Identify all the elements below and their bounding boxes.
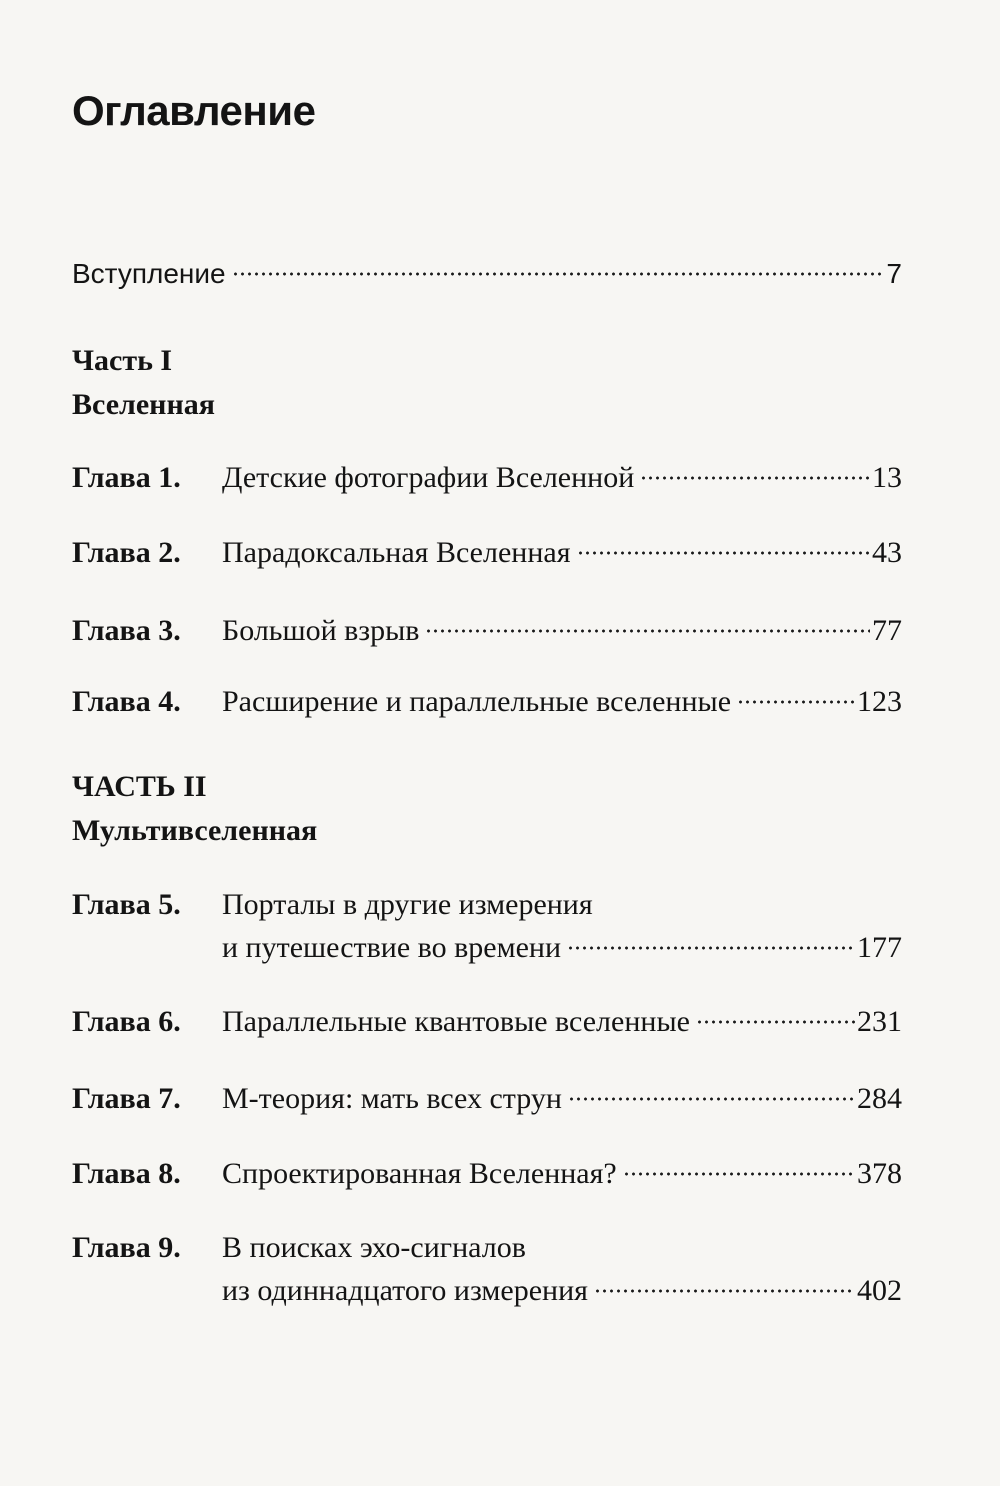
chapter-label: Глава 8. xyxy=(72,1157,181,1190)
page-number: 13 xyxy=(872,461,902,494)
dot-leader xyxy=(594,1288,855,1294)
entry-title: М-теория: мать всех струн xyxy=(222,1082,562,1115)
toc-entry-chapter-4[interactable] xyxy=(72,680,902,724)
entry-title: Детские фотографии Вселенной xyxy=(222,461,635,494)
page-title: Оглавление xyxy=(72,87,316,134)
entry-title: Параллельные квантовые вселенные xyxy=(222,1005,690,1038)
part-1-label: Часть I xyxy=(72,344,173,377)
dot-leader xyxy=(696,1019,855,1025)
page-number: 402 xyxy=(857,1274,902,1307)
page-number: 43 xyxy=(872,536,902,569)
chapter-label: Глава 5. xyxy=(72,888,181,921)
chapter-label: Глава 7. xyxy=(72,1082,181,1115)
toc-entry-chapter-6[interactable] xyxy=(72,1000,902,1044)
dot-leader xyxy=(232,271,885,277)
toc-entry-chapter-5-line-1[interactable] xyxy=(72,883,902,927)
chapter-label: Глава 1. xyxy=(72,461,181,494)
chapter-label: Глава 3. xyxy=(72,614,181,647)
toc-entry-chapter-1[interactable] xyxy=(72,456,902,500)
page-number: 231 xyxy=(857,1005,902,1038)
entry-title: Вступление xyxy=(72,258,226,289)
entry-title: и путешествие во времени xyxy=(222,931,562,964)
entry-title-line-1: В поисках эхо-сигналов xyxy=(222,1231,526,1264)
entry-title: из одиннадцатого измерения xyxy=(222,1274,588,1307)
part-2-label: ЧАСТЬ II xyxy=(72,770,207,803)
page-number: 77 xyxy=(872,614,902,647)
page-number: 123 xyxy=(857,685,902,718)
chapter-label: Глава 9. xyxy=(72,1231,181,1264)
part-1-name: Вселенная xyxy=(72,388,215,421)
dot-leader xyxy=(640,475,870,481)
chapter-label: Глава 6. xyxy=(72,1005,181,1038)
toc-entry-chapter-5[interactable] xyxy=(222,926,902,970)
toc-entry-chapter-9-line-1[interactable] xyxy=(72,1226,902,1270)
toc-entry-intro[interactable] xyxy=(72,252,902,296)
dot-leader xyxy=(577,550,871,556)
entry-title: Парадоксальная Вселенная xyxy=(222,536,571,569)
page-number: 177 xyxy=(857,931,902,964)
dot-leader xyxy=(623,1171,855,1177)
entry-title: Большой взрыв xyxy=(222,614,420,647)
page-number: 7 xyxy=(886,258,902,289)
toc-entry-chapter-8[interactable] xyxy=(72,1152,902,1196)
dot-leader xyxy=(568,1096,855,1102)
chapter-label: Глава 2. xyxy=(72,536,181,569)
entry-title-line-1: Порталы в другие измерения xyxy=(222,888,593,921)
toc-entry-chapter-9[interactable] xyxy=(222,1269,902,1313)
dot-leader xyxy=(567,945,855,951)
dot-leader xyxy=(737,699,855,705)
dot-leader xyxy=(425,628,870,634)
entry-title: Спроектированная Вселенная? xyxy=(222,1157,617,1190)
chapter-label: Глава 4. xyxy=(72,685,181,718)
part-2-name: Мультивселенная xyxy=(72,814,318,847)
toc-entry-chapter-2[interactable] xyxy=(72,531,902,575)
page-number: 284 xyxy=(857,1082,902,1115)
page-number: 378 xyxy=(857,1157,902,1190)
toc-entry-chapter-7[interactable] xyxy=(72,1077,902,1121)
toc-entry-chapter-3[interactable] xyxy=(72,609,902,653)
entry-title: Расширение и параллельные вселенные xyxy=(222,685,732,718)
